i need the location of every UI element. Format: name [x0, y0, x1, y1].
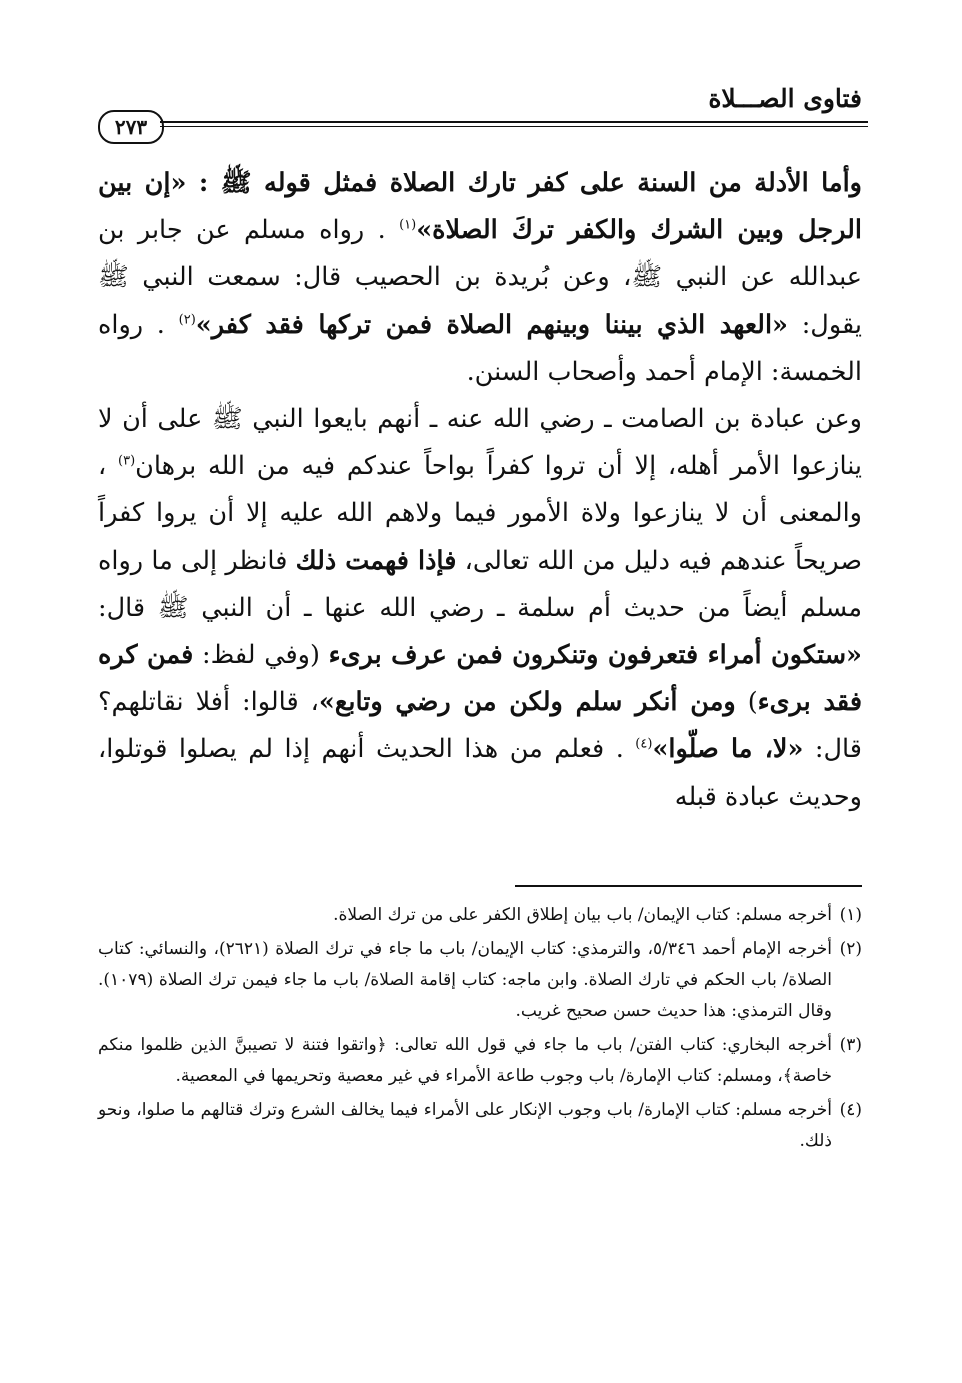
footnote-number: (٢) — [839, 939, 862, 959]
footnote-number: (١) — [839, 905, 862, 925]
text-segment: (وفي لفظ: — [193, 640, 329, 671]
text-segment: ، والمعنى أن لا ينازعوا ولاة الأمور فيما ولاهم الله عليه إلا أن يروا كفراً صريحاً عندهم فيه دليل من الله تعالى، — [98, 451, 863, 576]
header-rule — [160, 121, 868, 123]
hadith-quote: ومن أنكر سلم ولكن من رضي وتابع» — [318, 687, 736, 718]
footnote — [98, 934, 862, 1027]
footnote-ref: (٢) — [178, 312, 196, 328]
text-segment: وعن عبادة بن الصامت ـ رضي الله عنه ـ أنهم بايعوا النبي ﷺ على أن لا ينازعوا الأمر أهله، إلا أن تروا كفراً بواحاً عندكم فيه من الله برهان — [98, 404, 863, 482]
footnote-text: أخرجه البخاري: كتاب الفتن/ باب ما جاء في قول الله تعالى: ﴿واتقوا فتنة لا تصيبنَّ الذين ظلموا منكم خاصة﴾، ومسلم: كتاب الإمارة/ باب وجوب طاعة الأمراء في غير معصية وتحريمها في المعصية. — [98, 1035, 832, 1086]
running-title: فتاوى الصـــلاة — [708, 84, 862, 113]
hadith-quote: فمن كره فقد برىء — [98, 640, 863, 718]
footnote — [98, 900, 862, 931]
paragraph — [98, 396, 862, 821]
footnote-separator — [515, 885, 862, 887]
hadith-quote: «لا، ما صلّوا» — [652, 734, 804, 765]
paragraph — [98, 160, 862, 396]
header-rule-thin — [160, 126, 868, 127]
footnote-number: (٣) — [839, 1035, 862, 1055]
text-segment: فإذا فهمت ذلك — [295, 545, 457, 576]
main-text — [98, 160, 862, 821]
footnote-ref: (١) — [399, 217, 417, 233]
text-segment: . فعلم من هذا الحديث أنهم إذا لم يصلوا قوتلوا، وحديث عبادة قبله — [98, 734, 862, 812]
text-segment: ) — [735, 687, 758, 718]
footnote-ref: (٤) — [635, 736, 653, 752]
text-segment: ، قالوا: أفلا نقاتلهم؟ قال: — [98, 687, 862, 765]
footnote — [98, 1095, 862, 1157]
text-segment: . رواه مسلم عن جابر بن عبدالله عن النبي ﷺ، وعن بُريدة بن الحصيب قال: سمعت النبي ﷺ يقول: — [98, 215, 863, 340]
text-segment: . رواه الخمسة: الإمام أحمد وأصحاب السنن. — [98, 309, 862, 387]
footnotes — [98, 900, 862, 1160]
hadith-quote: «العهد الذي بيننا وبينهم الصلاة فمن تركها فقد كفر» — [195, 309, 788, 340]
footnote-ref: (٣) — [118, 453, 136, 469]
footnote-number: (٤) — [839, 1100, 862, 1120]
footnote-text: أخرجه مسلم: كتاب الإيمان/ باب بيان إطلاق الكفر على من ترك الصلاة. — [333, 905, 832, 925]
footnote — [98, 1030, 862, 1092]
hadith-quote: «ستكون أمراء فتعرفون وتنكرون فمن عرف برىء — [328, 640, 862, 671]
page-number: ٢٧٣ — [98, 110, 164, 144]
hadith-quote: «إن بين الرجل وبين الشرك والكفر تركَ الصلاة» — [98, 168, 863, 246]
text-segment: فانظر إلى ما رواه مسلم أيضاً من حديث أم سلمة ـ رضي الله عنها ـ أن النبي ﷺ قال: — [98, 545, 862, 623]
footnote-text: أخرجه الإمام أحمد ٥/٣٤٦، والترمذي: كتاب الإيمان/ باب ما جاء في ترك الصلاة (٢٦٢١)، والنسائي: كتاب الصلاة/ باب الحكم في تارك الصلاة. وابن ماجه: كتاب إقامة الصلاة/ باب ما جاء فيمن ترك الصلاة (١٠٧٩). وقال الترمذي: هذا حديث حسن صحيح غريب. — [98, 939, 832, 1021]
text-segment: وأما الأدلة من السنة على كفر تارك الصلاة فمثل قوله ﷺ : — [186, 168, 862, 198]
footnote-text: أخرجه مسلم: كتاب الإمارة/ باب وجوب الإنكار على الأمراء فيما يخالف الشرع وترك قتالهم ما صلوا، ونحو ذلك. — [98, 1100, 832, 1151]
